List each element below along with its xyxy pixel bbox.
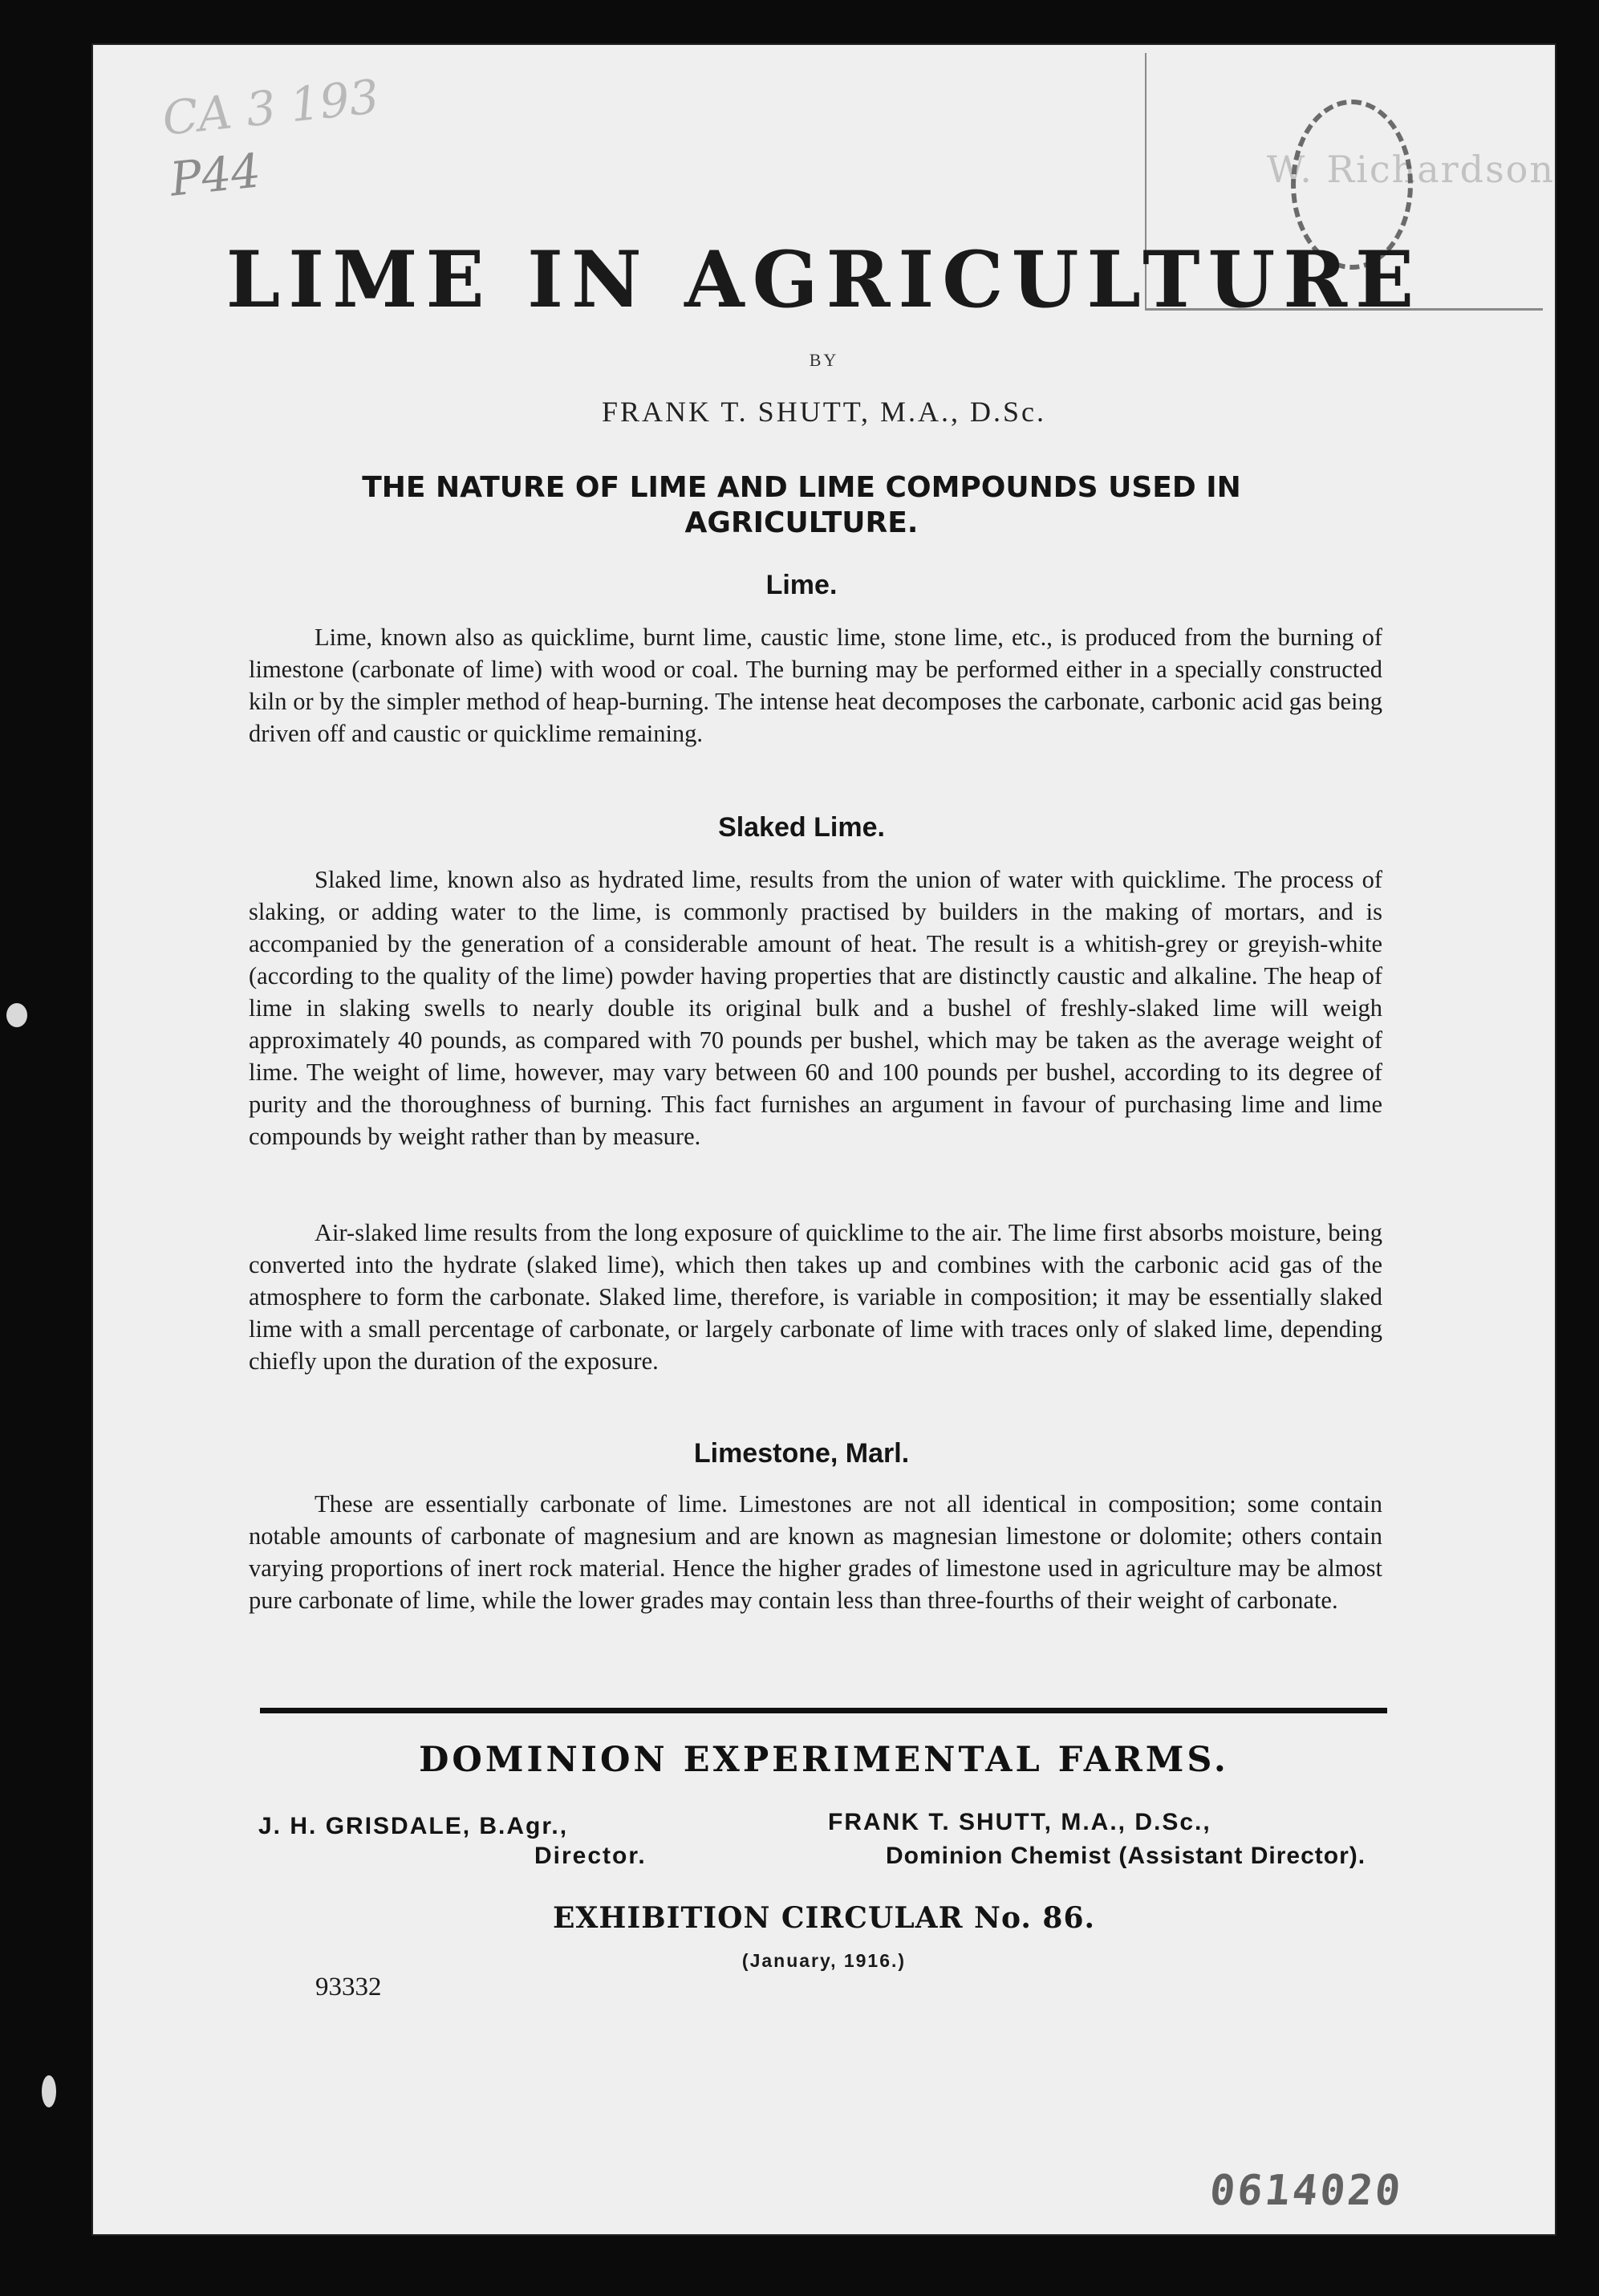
heading-slaked-lime: Slaked Lime. [718,812,885,843]
chemist-role: Dominion Chemist (Assistant Director). [886,1843,1366,1869]
binder-hole [42,2075,56,2107]
section-heading: THE NATURE OF LIME AND LIME COMPOUNDS USED IN AGRICULTURE. [362,471,1241,539]
institution-name: DOMINION EXPERIMENTAL FARMS. [419,1740,1229,1780]
paragraph-limestone-marl: These are essentially carbonate of lime. Limestones are not all identical in composition; some contain notable amounts of carbonate of magnesium and are known as magnesian limestone or dolomite; others contain varying proportions of inert rock material. Hence the higher grades of limestone used in agriculture may be almost pure carbonate of lime, while the lower grades may contain less than three-fourths of their weight of carbonate. [249,1490,1382,1614]
chemist-name: FRANK T. SHUTT, M.A., D.Sc., [828,1809,1211,1835]
binder-hole [6,1003,27,1027]
heading-limestone-marl: Limestone, Marl. [693,1438,910,1469]
circular-date: (January, 1916.) [741,1950,907,1971]
director-name: J. H. GRISDALE, B.Agr., [258,1813,569,1839]
print-number: 93332 [315,1973,382,2001]
byline: BY [809,350,839,370]
paragraph-lime: Lime, known also as quicklime, burnt lime, caustic lime, stone lime, etc., is produced from the burning of limestone (carbonate of lime) with wood or coal. The burning may be performed either in a specially constructed kiln or by the simpler method of heap-burning. The intense heat decomposes the carbonate, carbonic acid gas being driven off and caustic or quicklime remaining. [249,624,1382,747]
stamp-text: W. Richardson [1267,148,1556,191]
heading-lime: Lime. [765,570,838,600]
pencil-note: P44 [167,143,264,207]
paragraph-slaked-lime-2: Air-slaked lime results from the long exposure of quicklime to the air. The lime first absorbs moisture, being converted into the hydrate (slaked lime), which then takes up and combines with the carbonic acid gas of the atmosphere to form the carbonate. Slaked lime, therefore, is variable in composition; it may be essentially slaked lime with a small percentage of carbonate, or largely carbonate of lime with traces only of slaked lime, depending chiefly upon the duration of the exposure. [249,1219,1382,1375]
serial-stamp: 0614020 [1207,2167,1406,2215]
divider-rule [260,1708,1387,1713]
circular-number: EXHIBITION CIRCULAR No. 86. [552,1901,1096,1935]
author: FRANK T. SHUTT, M.A., D.Sc. [601,396,1047,428]
pencil-note: CA 3 193 [160,69,382,146]
document-page [91,43,1556,2236]
document-title: LIME IN AGRICULTURE [225,234,1422,325]
paragraph-slaked-lime-1: Slaked lime, known also as hydrated lime, results from the union of water with quicklime. The process of slaking, or adding water to the lime, is commonly practised by builders in the making of mortars, and is accompanied by the generation of a considerable amount of heat. The result is a whitish-grey or greyish-white (according to the quality of the lime) powder having properties that are distinctly caustic and alkaline. The heap of lime in slaking swells to nearly double its original bulk and a bushel of freshly-slaked lime will weigh approximately 40 pounds, as compared with 70 pounds per bushel, which may be taken as the average weight of lime. The weight of lime, however, may vary between 60 and 100 pounds per bushel, according to its degree of purity and the thoroughness of burning. This fact furnishes an argument in favour of purchasing lime and lime compounds by weight rather than by measure. [249,866,1382,1150]
director-role: Director. [534,1843,647,1869]
